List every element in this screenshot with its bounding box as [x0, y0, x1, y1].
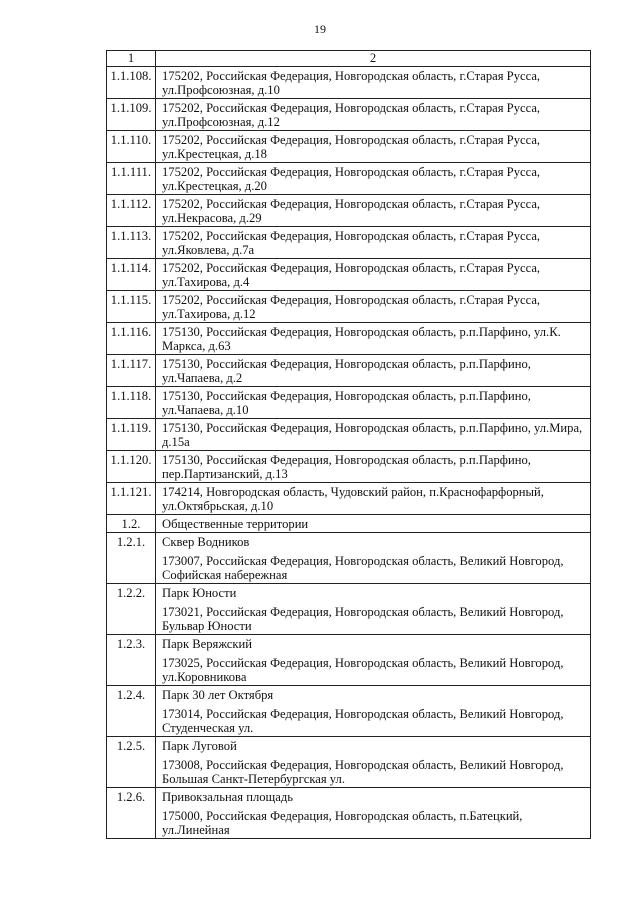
territory-cell — [156, 686, 591, 737]
territory-row — [107, 584, 591, 635]
territory-address: 173014, Российская Федерация, Новгородская область, Великий Новгород, Студенческая ул. — [162, 707, 564, 735]
table-row — [107, 483, 591, 515]
address-table — [106, 50, 591, 839]
address-cell: 175130, Российская Федерация, Новгородская область, р.п.Парфино, ул.К. Маркса, д.63 — [156, 323, 591, 355]
territory-row — [107, 635, 591, 686]
address-cell: 175202, Российская Федерация, Новгородская область, г.Старая Русса, ул.Профсоюзная, д.12 — [156, 99, 591, 131]
address-cell: 175202, Российская Федерация, Новгородская область, г.Старая Русса, ул.Тахирова, д.12 — [156, 291, 591, 323]
territory-row — [107, 533, 591, 584]
column-header-1: 1 — [107, 51, 156, 67]
address-cell: 174214, Новгородская область, Чудовский район, п.Краснофарфорный, ул.Октябрьская, д.10 — [156, 483, 591, 515]
address-cell: 175202, Российская Федерация, Новгородская область, г.Старая Русса, ул.Крестецкая, д.20 — [156, 163, 591, 195]
territory-cell — [156, 533, 591, 584]
row-number: 1.1.116. — [107, 323, 156, 355]
table-row — [107, 195, 591, 227]
table-header-row — [107, 51, 591, 67]
table-row — [107, 387, 591, 419]
territory-name: Парк Веряжский — [162, 637, 252, 651]
row-number: 1.2.1. — [107, 533, 156, 584]
row-number: 1.2.6. — [107, 788, 156, 839]
territory-address: 173025, Российская Федерация, Новгородская область, Великий Новгород, ул.Коровникова — [162, 656, 564, 684]
row-number: 1.2.4. — [107, 686, 156, 737]
territory-row — [107, 686, 591, 737]
territory-address: 173021, Российская Федерация, Новгородская область, Великий Новгород, Бульвар Юности — [162, 605, 564, 633]
territory-cell — [156, 635, 591, 686]
section-row — [107, 515, 591, 533]
territory-name: Парк 30 лет Октября — [162, 688, 274, 702]
table-row — [107, 99, 591, 131]
row-number: 1.1.121. — [107, 483, 156, 515]
address-cell: 175202, Российская Федерация, Новгородская область, г.Старая Русса, ул.Крестецкая, д.18 — [156, 131, 591, 163]
row-number: 1.1.113. — [107, 227, 156, 259]
address-cell: 175130, Российская Федерация, Новгородская область, р.п.Парфино, пер.Партизанский, д.13 — [156, 451, 591, 483]
table-row — [107, 67, 591, 99]
address-cell: 175202, Российская Федерация, Новгородская область, г.Старая Русса, ул.Профсоюзная, д.10 — [156, 67, 591, 99]
row-number: 1.1.109. — [107, 99, 156, 131]
table-row — [107, 131, 591, 163]
row-number: 1.1.112. — [107, 195, 156, 227]
address-cell: 175130, Российская Федерация, Новгородская область, р.п.Парфино, ул.Мира, д.15а — [156, 419, 591, 451]
row-number: 1.1.118. — [107, 387, 156, 419]
table-row — [107, 451, 591, 483]
table-row — [107, 323, 591, 355]
address-cell: 175202, Российская Федерация, Новгородская область, г.Старая Русса, ул.Тахирова, д.4 — [156, 259, 591, 291]
territory-cell — [156, 584, 591, 635]
row-number: 1.2.3. — [107, 635, 156, 686]
table-row — [107, 227, 591, 259]
row-number: 1.1.108. — [107, 67, 156, 99]
territory-cell — [156, 788, 591, 839]
territory-name: Сквер Водников — [162, 535, 250, 549]
territory-row — [107, 788, 591, 839]
address-cell: 175202, Российская Федерация, Новгородская область, г.Старая Русса, ул.Некрасова, д.29 — [156, 195, 591, 227]
row-number: 1.1.114. — [107, 259, 156, 291]
column-header-2: 2 — [156, 51, 591, 67]
territory-address: 173007, Российская Федерация, Новгородская область, Великий Новгород, Софийская набережная — [162, 554, 564, 582]
row-number: 1.1.110. — [107, 131, 156, 163]
row-number: 1.2.2. — [107, 584, 156, 635]
row-number: 1.1.119. — [107, 419, 156, 451]
row-number: 1.1.117. — [107, 355, 156, 387]
territory-cell — [156, 737, 591, 788]
table-row — [107, 291, 591, 323]
address-cell: 175130, Российская Федерация, Новгородская область, р.п.Парфино, ул.Чапаева, д.10 — [156, 387, 591, 419]
territory-address: 175000, Российская Федерация, Новгородская область, п.Батецкий, ул.Линейная — [162, 809, 523, 837]
row-number: 1.1.115. — [107, 291, 156, 323]
table-row — [107, 259, 591, 291]
territory-row — [107, 737, 591, 788]
territory-name: Парк Юности — [162, 586, 237, 600]
table-row — [107, 163, 591, 195]
row-number: 1.1.111. — [107, 163, 156, 195]
territory-name: Парк Луговой — [162, 739, 237, 753]
address-cell: 175202, Российская Федерация, Новгородская область, г.Старая Русса, ул.Яковлева, д.7а — [156, 227, 591, 259]
section-title: Общественные территории — [156, 515, 591, 533]
address-cell: 175130, Российская Федерация, Новгородская область, р.п.Парфино, ул.Чапаева, д.2 — [156, 355, 591, 387]
territory-address: 173008, Российская Федерация, Новгородская область, Великий Новгород, Большая Санкт-Петербургская ул. — [162, 758, 564, 786]
territory-name: Привокзальная площадь — [162, 790, 293, 804]
row-number: 1.2.5. — [107, 737, 156, 788]
table-row — [107, 419, 591, 451]
page-number: 19 — [314, 22, 326, 36]
section-number: 1.2. — [107, 515, 156, 533]
row-number: 1.1.120. — [107, 451, 156, 483]
table-row — [107, 355, 591, 387]
